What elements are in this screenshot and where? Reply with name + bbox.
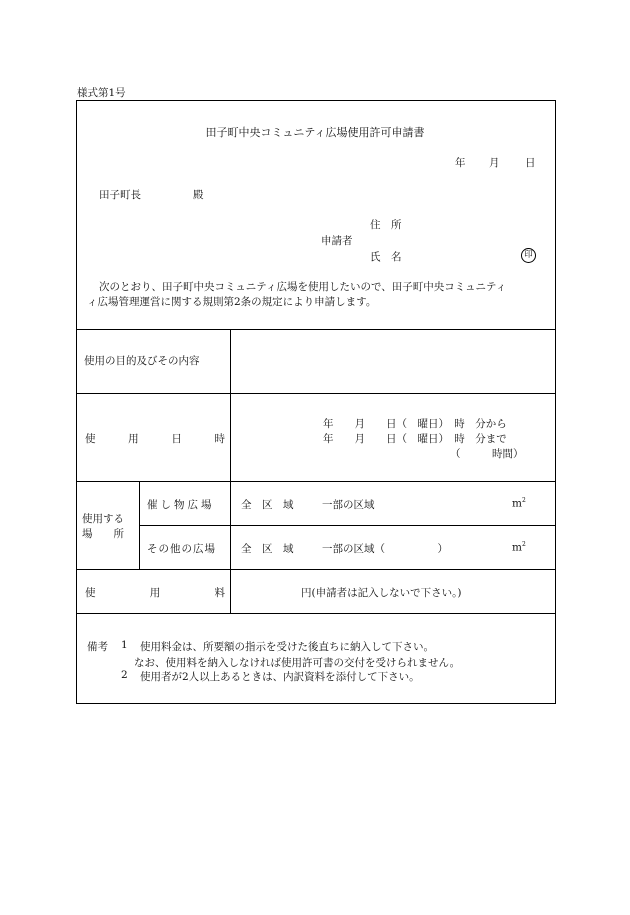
note1-number: 1 (121, 639, 128, 651)
partial-area-events: 一部の区域 (322, 499, 375, 511)
date-day: 日 (525, 157, 536, 169)
addressee-honorific: 殿 (193, 189, 204, 201)
seal-icon: 印 (521, 248, 536, 263)
fee-value: 円(申請者は記入しないで下さい。) (301, 587, 462, 599)
divider-purpose (76, 393, 556, 394)
divider-datetime (76, 481, 556, 482)
unit-events: $m^2$ (512, 497, 526, 510)
statement-line1: 次のとおり、田子町中央コミュニティ広場を使用したいので、田子町中央コミュニティ (99, 281, 507, 293)
note1-line2: なお、使用料を納入しなければ使用許可書の交付を受けられません。 (134, 657, 461, 669)
place-name-events: 催し物広場 (147, 499, 215, 511)
addressee-name: 田子町長 (99, 189, 141, 201)
name-label: 氏 名 (370, 251, 402, 263)
divider-header (76, 329, 556, 330)
datetime-end: 年 月 日（ 曜日） 時 分まで (323, 433, 507, 445)
date-year: 年 (455, 157, 466, 169)
note2-number: 2 (121, 669, 128, 681)
place-label-line2: 場 所 (82, 528, 124, 540)
statement-line2: ィ広場管理運営に関する規則第2条の規定により申請します。 (87, 296, 377, 308)
divider-fee (76, 613, 556, 614)
date-month: 月 (489, 157, 500, 169)
all-area-other: 全 区 域 (241, 543, 294, 555)
column-divider (230, 329, 231, 613)
purpose-label: 使用の目的及びその内容 (84, 355, 200, 367)
all-area-events: 全 区 域 (241, 499, 294, 511)
unit-other: $m^2$ (512, 541, 526, 554)
partial-area-other: 一部の区域（ ） (322, 543, 448, 555)
divider-place-rows (139, 525, 556, 526)
note2-line1: 使用者が2人以上あるときは、内訳資料を添付して下さい。 (140, 671, 420, 683)
place-column-divider (139, 481, 140, 569)
datetime-label: 使 用 日 時 (85, 433, 225, 445)
address-label: 住 所 (370, 219, 402, 231)
fee-label: 使 用 料 (85, 587, 225, 599)
datetime-hours: （ 時間） (450, 448, 524, 460)
divider-place (76, 569, 556, 570)
place-name-other: その他の広場 (147, 543, 216, 555)
note1-line1: 使用料金は、所要額の指示を受けた後直ちに納入して下さい。 (140, 641, 434, 653)
notes-label: 備考 (87, 641, 108, 653)
place-label-line1: 使用する (82, 513, 124, 525)
form-number: 様式第1号 (77, 87, 126, 99)
applicant-label: 申請者 (321, 235, 353, 247)
form-title: 田子町中央コミュニティ広場使用許可申請書 (205, 126, 425, 139)
datetime-start: 年 月 日（ 曜日） 時 分から (323, 418, 507, 430)
